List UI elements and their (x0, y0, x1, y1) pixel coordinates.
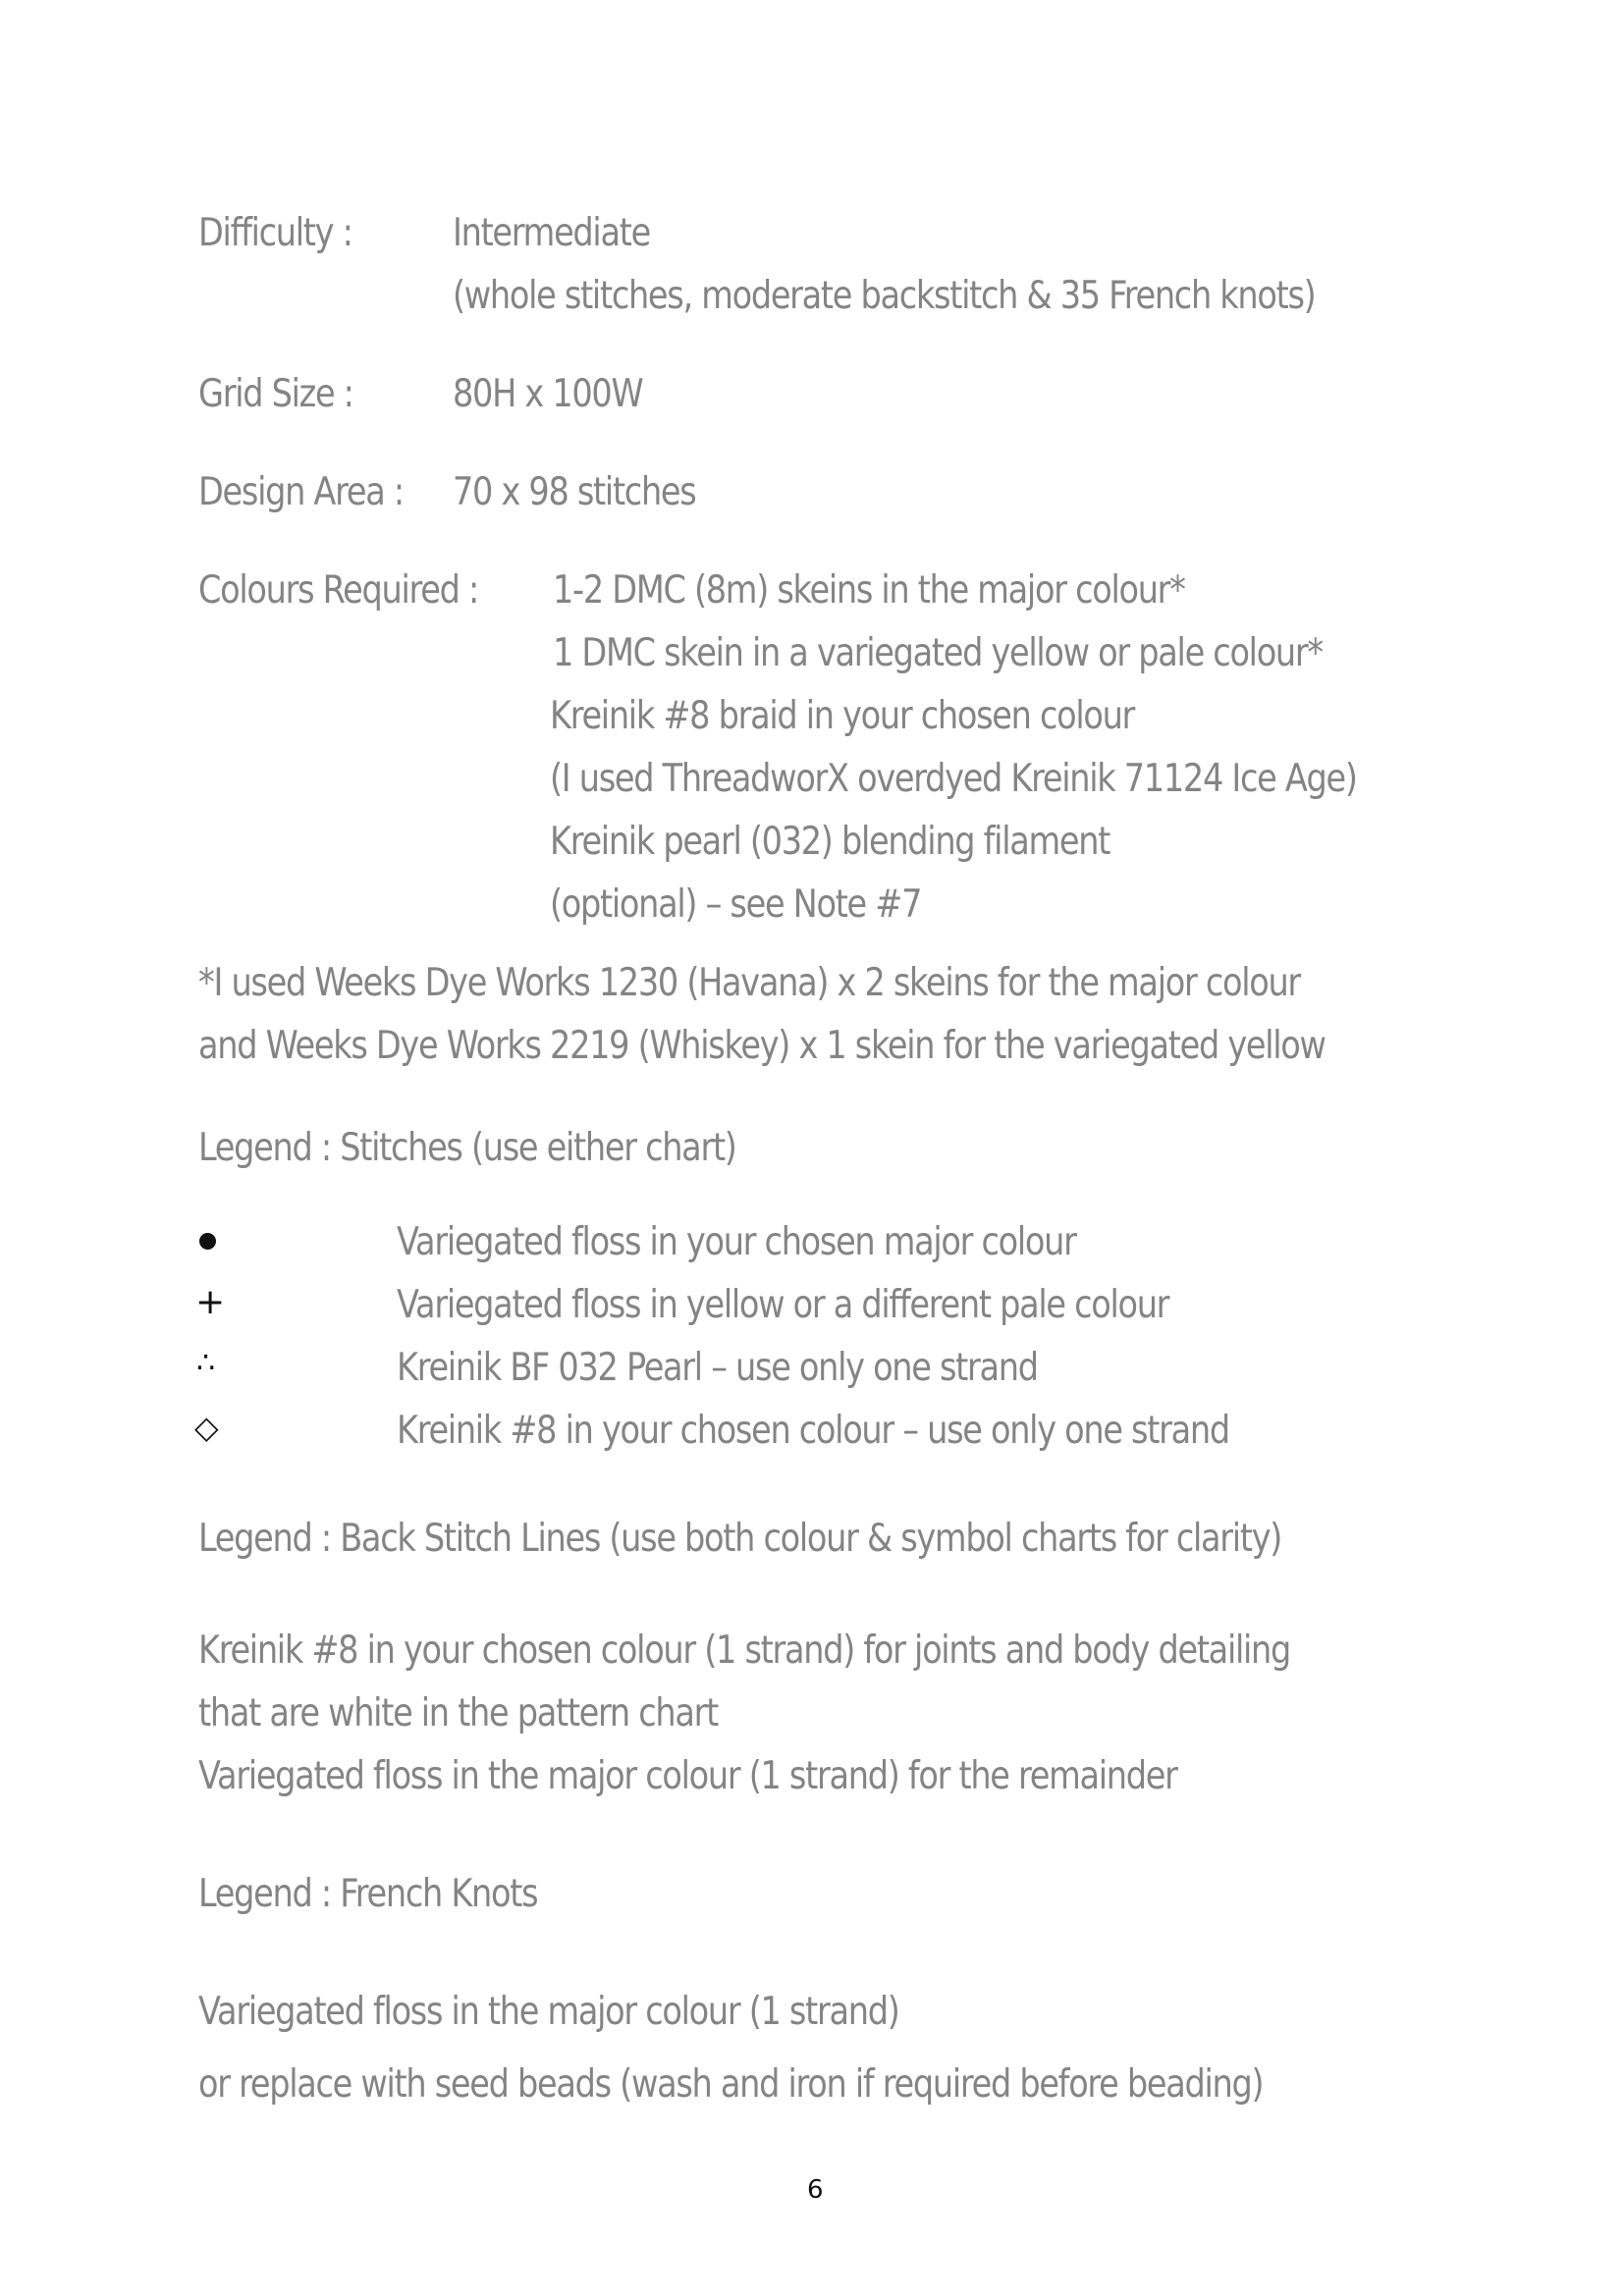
grid-size-value: 80H x 100W (453, 372, 643, 416)
french-knots-line: Variegated floss in the major colour (1 strand) (198, 1990, 899, 2034)
colours-line: (I used ThreadworX overdyed Kreinik 71124 Ice Age) (550, 757, 1357, 801)
grid-size-label: Grid Size : (198, 372, 353, 416)
backstitch-line: Variegated floss in the major colour (1 strand) for the remainder (198, 1754, 1177, 1798)
difficulty-label: Difficulty : (198, 211, 352, 255)
legend-stitch-text: Kreinik #8 in your chosen colour – use only one strand (397, 1409, 1229, 1453)
plus-icon: + (195, 1282, 226, 1322)
legend-stitch-text: Kreinik BF 032 Pearl – use only one strand (397, 1346, 1038, 1390)
backstitch-line: Kreinik #8 in your chosen colour (1 strand) for joints and body detailing (198, 1629, 1290, 1673)
difficulty-detail: (whole stitches, moderate backstitch & 35 French knots) (453, 274, 1316, 318)
colours-line: 1 DMC skein in a variegated yellow or pale colour* (553, 631, 1323, 675)
legend-french-knots-heading: Legend : French Knots (198, 1872, 538, 1916)
design-area-value: 70 x 98 stitches (453, 470, 696, 514)
footnote-line: *I used Weeks Dye Works 1230 (Havana) x 2 skeins for the major colour (198, 961, 1300, 1005)
page-number: 6 (807, 2175, 824, 2205)
colours-line: Kreinik pearl (032) blending filament (550, 820, 1110, 864)
design-area-label: Design Area : (198, 470, 404, 514)
diamond-outline-icon: ◇ (194, 1409, 219, 1446)
colours-line: Kreinik #8 braid in your chosen colour (550, 694, 1135, 738)
colours-line: (optional) – see Note #7 (550, 882, 922, 927)
colours-line: 1-2 DMC (8m) skeins in the major colour* (553, 568, 1185, 613)
legend-stitches-heading: Legend : Stitches (use either chart) (198, 1126, 736, 1170)
difficulty-value: Intermediate (453, 211, 650, 255)
backstitch-line: that are white in the pattern chart (198, 1691, 719, 1735)
filled-circle-icon (199, 1233, 216, 1250)
legend-backstitch-heading: Legend : Back Stitch Lines (use both colour & symbol charts for clarity) (198, 1517, 1282, 1561)
legend-stitch-text: Variegated floss in yellow or a different pale colour (397, 1283, 1169, 1327)
french-knots-line: or replace with seed beads (wash and iron if required before beading) (198, 2062, 1264, 2107)
legend-stitch-text: Variegated floss in your chosen major colour (397, 1220, 1076, 1264)
three-dots-icon: ∴ (196, 1346, 216, 1380)
footnote-line: and Weeks Dye Works 2219 (Whiskey) x 1 skein for the variegated yellow (198, 1024, 1326, 1068)
colours-required-label: Colours Required : (198, 568, 478, 613)
